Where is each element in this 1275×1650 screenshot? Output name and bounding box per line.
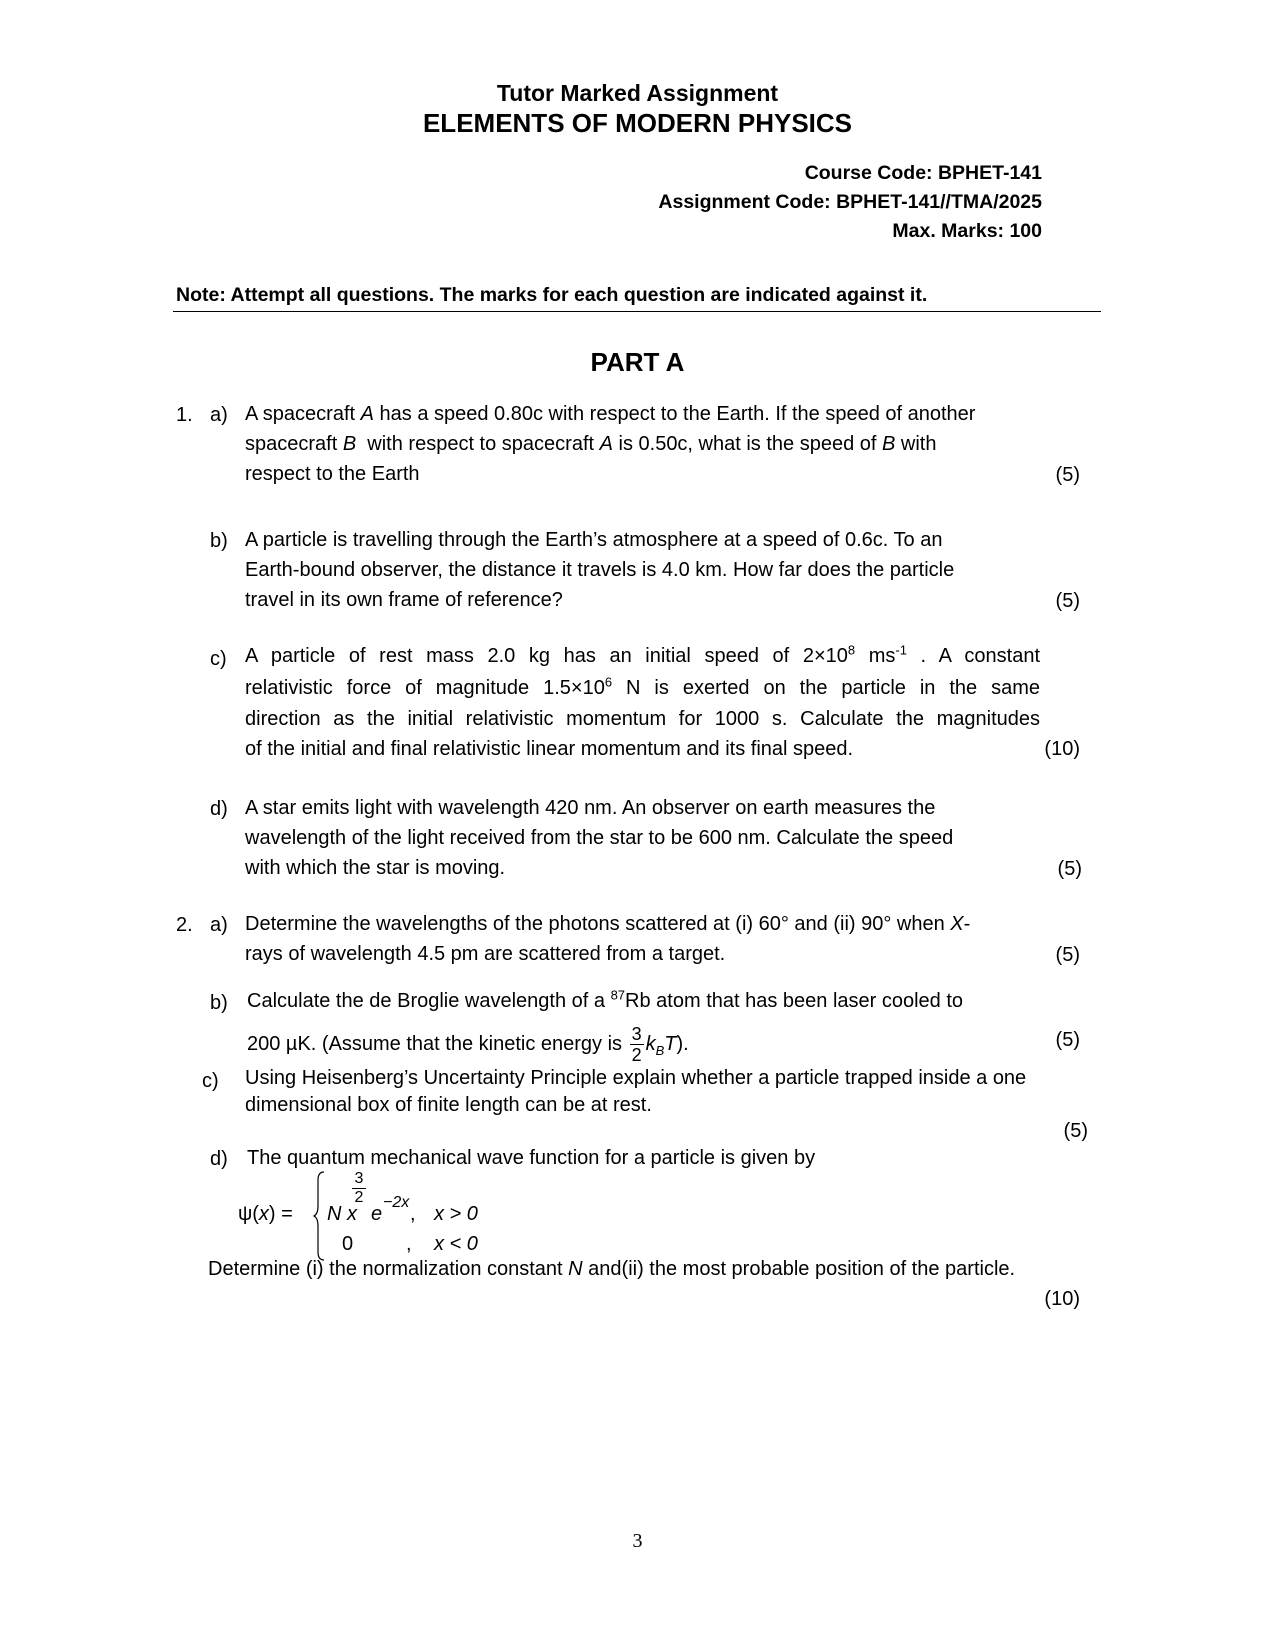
question-marks: (5) xyxy=(1055,464,1080,486)
question-marks: (10) xyxy=(1044,738,1080,760)
question-marks: (5) xyxy=(1063,1120,1088,1142)
question-number: 1. xyxy=(176,404,193,426)
question-part-label: b) xyxy=(210,530,228,552)
condition-1: x > 0 xyxy=(434,1203,478,1225)
question-marks: (5) xyxy=(1055,590,1080,612)
text-line: direction as the initial relativistic momentum for 1000 s. Calculate the magnitudes xyxy=(245,708,1040,730)
question-marks: (5) xyxy=(1055,1029,1080,1051)
equation-case-2: 0 xyxy=(342,1233,354,1255)
question-part-label: d) xyxy=(210,798,228,820)
course-code: Course Code: BPHET-141 xyxy=(804,162,1042,184)
left-brace xyxy=(312,1170,328,1262)
text-line: relativistic force of magnitude $1.5\times 10^6$ N is exerted on the particle in the same xyxy=(245,674,1041,699)
text-line: spacecraft B with respect to spacecraft A is 0.50c, what is the speed of B with xyxy=(245,433,937,455)
question-marks: (5) xyxy=(1057,858,1082,880)
text-line: dimensional box of finite length can be at rest. xyxy=(245,1094,652,1116)
question-marks: (10) xyxy=(1044,1288,1080,1310)
question-1a-text xyxy=(245,399,975,489)
text-line: travel in its own frame of reference? xyxy=(245,589,563,611)
text-line: respect to the Earth xyxy=(245,463,420,485)
question-part-label: b) xyxy=(210,992,228,1014)
question-2c-text xyxy=(245,1065,1026,1119)
question-part-label: c) xyxy=(210,648,227,670)
assignment-code: Assignment Code: BPHET-141//TMA/2025 xyxy=(658,191,1042,213)
question-marks: (5) xyxy=(1055,944,1080,966)
text-line: with which the star is moving. xyxy=(245,857,506,879)
question-part-label: c) xyxy=(202,1070,219,1092)
text-line: A spacecraft A has a speed 0.80c with respect to the Earth. If the speed of another xyxy=(245,403,976,425)
assignment-heading: Tutor Marked Assignment xyxy=(496,80,779,106)
exponent-fraction: 3 2 xyxy=(352,1170,366,1207)
fraction: $\frac{3}{2}$ xyxy=(631,1024,642,1066)
max-marks: Max. Marks: 100 xyxy=(892,220,1042,242)
comma: , xyxy=(406,1233,412,1255)
question-number: 2. xyxy=(176,914,193,936)
question-2d-text: The quantum mechanical wave function for a particle is given by xyxy=(247,1147,816,1169)
question-2b-text xyxy=(247,986,963,1066)
wave-function-equation xyxy=(238,1170,538,1260)
part-title: PART A xyxy=(590,347,685,377)
text-line: wavelength of the light received from the star to be 600 nm. Calculate the speed xyxy=(245,827,954,849)
header-divider xyxy=(173,311,1101,312)
page-number: 3 xyxy=(632,1530,643,1552)
instructions-note: Note: Attempt all questions. The marks for each question are indicated against it. xyxy=(176,284,928,306)
question-part-label: a) xyxy=(210,404,228,426)
text-line: A particle of rest mass 2.0 kg has an initial speed of $2\times 10^8$ $ms^{-1}$ . A constant xyxy=(245,642,1041,667)
exp-base: e xyxy=(371,1203,383,1225)
text-line: of the initial and final relativistic linear momentum and its final speed. xyxy=(245,738,854,760)
comma: , xyxy=(410,1203,416,1225)
question-part-label: d) xyxy=(210,1148,228,1170)
question-part-label: a) xyxy=(210,914,228,936)
question-2a-text xyxy=(245,909,970,969)
text-line: Earth-bound observer, the distance it travels is 4.0 km. How far does the particle xyxy=(245,559,955,581)
question-2d-followup: Determine (i) the normalization constant N and(ii) the most probable position of the particle. xyxy=(208,1258,1016,1280)
equation-case-1: N x xyxy=(327,1203,357,1225)
course-title: ELEMENTS OF MODERN PHYSICS xyxy=(422,108,853,138)
condition-2: x < 0 xyxy=(434,1233,478,1255)
text-line: A particle is travelling through the Earth’s atmosphere at a speed of 0.6c. To an xyxy=(245,529,943,551)
question-1c-text xyxy=(245,640,1040,764)
question-1b-text xyxy=(245,525,954,615)
text-line: Determine the wavelengths of the photons scattered at (i) 60° and (ii) 90° when X- xyxy=(245,913,971,935)
exp-power: −2x xyxy=(383,1194,410,1211)
text-line: 200 µK. (Assume that the kinetic energy is $\frac{3}{2}$ $k_BT$). xyxy=(247,1024,689,1066)
equation-lhs: ψ(x) = xyxy=(238,1203,293,1225)
text-line: Calculate the de Broglie wavelength of a $^{87}$Rb atom that has been laser cooled to xyxy=(247,987,964,1012)
text-line: A star emits light with wavelength 420 nm. An observer on earth measures the xyxy=(245,797,936,819)
text-line: Using Heisenberg’s Uncertainty Principle explain whether a particle trapped inside a one xyxy=(245,1067,1027,1089)
text-line: rays of wavelength 4.5 pm are scattered from a target. xyxy=(245,943,726,965)
question-1d-text xyxy=(245,793,953,883)
